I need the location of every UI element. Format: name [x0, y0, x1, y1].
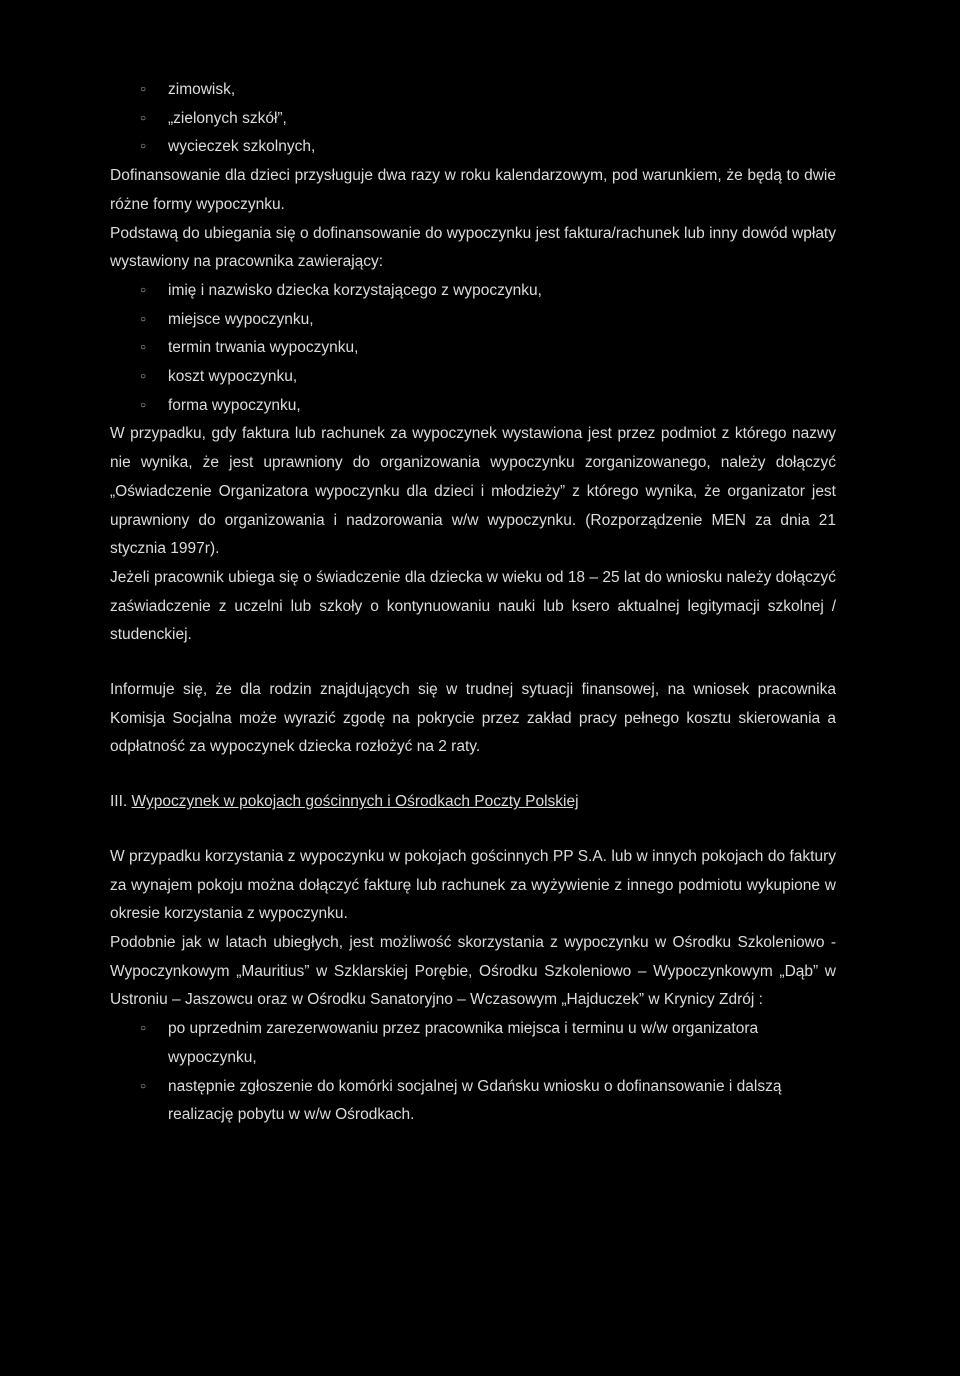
section-heading: [110, 788, 836, 817]
paragraph-dofinansowanie: Dofinansowanie dla dzieci przysługuje dwa razy w roku kalendarzowym, pod warunkiem, że będą to dwie różne formy wypoczynku.: [110, 167, 836, 213]
bullet-icon: ○: [140, 141, 147, 153]
list-item: ○ następnie zgłoszenie do komórki socjalnej w Gdańsku wniosku o dofinansowanie i dalszą realizację pobytu w w/w Ośrodkach.: [110, 1073, 836, 1130]
section-number: III.: [110, 793, 128, 811]
list-item: ○ po uprzednim zarezerwowaniu przez pracownika miejsca i terminu u w/w organizatora wypoczynku,: [110, 1015, 836, 1072]
bullet-icon: ○: [140, 112, 147, 124]
spacer: [110, 817, 836, 843]
document-body: [110, 76, 836, 1130]
required-fields-list: [110, 277, 836, 421]
spacer: [110, 762, 836, 788]
paragraph-informuje: Informuje się, że dla rodzin znajdujących się w trudnej sytuacji finansowej, na wniosek pracownika Komisja Socjalna może wyrazić zgodę na pokrycie przez zakład pracy pełnego kosztu skierowania a odpłatność za wypoczynek dziecka rozłożyć na 2 raty.: [110, 681, 836, 756]
list-item: ○ miejsce wypoczynku,: [110, 306, 836, 335]
paragraph-pokoje: W przypadku korzystania z wypoczynku w pokojach gościnnych PP S.A. lub w innych pokojach do faktury za wynajem pokoju można dołączyć fakturę lub rachunek za wyżywienie z innego podmiotu wykupione w okresie korzystania z wypoczynku.: [110, 847, 836, 923]
bullet-icon: ○: [140, 313, 147, 325]
list-item: ○ zimowisk,: [110, 76, 836, 105]
list-item: ○ koszt wypoczynku,: [110, 363, 836, 392]
list-item: ○ wycieczek szkolnych,: [110, 133, 836, 162]
paragraph-podstawa: Podstawą do ubiegania się o dofinansowanie do wypoczynku jest faktura/rachunek lub inny dowód wpłaty wystawiony na pracownika zawierający:: [110, 224, 836, 271]
bullet-icon: ○: [140, 399, 147, 411]
procedure-list: [110, 1015, 836, 1130]
list-item: ○ imię i nazwisko dziecka korzystającego z wypoczynku,: [110, 277, 836, 306]
bullet-icon: ○: [140, 1080, 147, 1092]
bullet-icon: ○: [140, 1023, 147, 1035]
bullet-icon: ○: [140, 371, 147, 383]
list-item: ○ termin trwania wypoczynku,: [110, 334, 836, 363]
paragraph-jezeli: Jeżeli pracownik ubiega się o świadczenie dla dziecka w wieku od 18 – 25 lat do wniosku należy dołączyć zaświadczenie z uczelni lub szkoły o kontynuowaniu nauki lub ksero aktualnej legitymacji szkolnej / studenckiej.: [110, 568, 836, 644]
bullet-icon: ○: [140, 342, 147, 354]
list-item: ○ „zielonych szkół”,: [110, 105, 836, 134]
spacer: [110, 650, 836, 676]
bullet-icon: ○: [140, 284, 147, 296]
paragraph-podobnie: Podobnie jak w latach ubiegłych, jest możliwość skorzystania z wypoczynku w Ośrodku Szkoleniowo - Wypoczynkowym „Mauritius” w Szklarskiej Porębie, Ośrodku Szkoleniowo – Wypoczynkowym „Dąb” w Ustroniu – Jaszowcu oraz w Ośrodku Sanatoryjno – Wczasowym „Hajduczek” w Krynicy Zdrój :: [110, 933, 836, 1009]
bullet-icon: ○: [140, 84, 147, 95]
paragraph-przypadek: W przypadku, gdy faktura lub rachunek za wypoczynek wystawiona jest przez podmiot z którego nazwy nie wynika, że jest uprawniony do organizowania wypoczynku zorganizowanego, należy dołączyć „Oświadczenie Organizatora wypoczynku dla dzieci i młodzieży” z którego wynika, że organizator jest uprawniony do organizowania i nadzorowania w/w wypoczynku. (Rozporządzenie MEN za dnia 21 stycznia 1997r).: [110, 425, 836, 558]
list-item: ○ forma wypoczynku,: [110, 392, 836, 421]
trip-types-list: [110, 76, 836, 162]
section-title: Wypoczynek w pokojach gościnnych i Ośrodkach Poczty Polskiej: [131, 793, 579, 811]
